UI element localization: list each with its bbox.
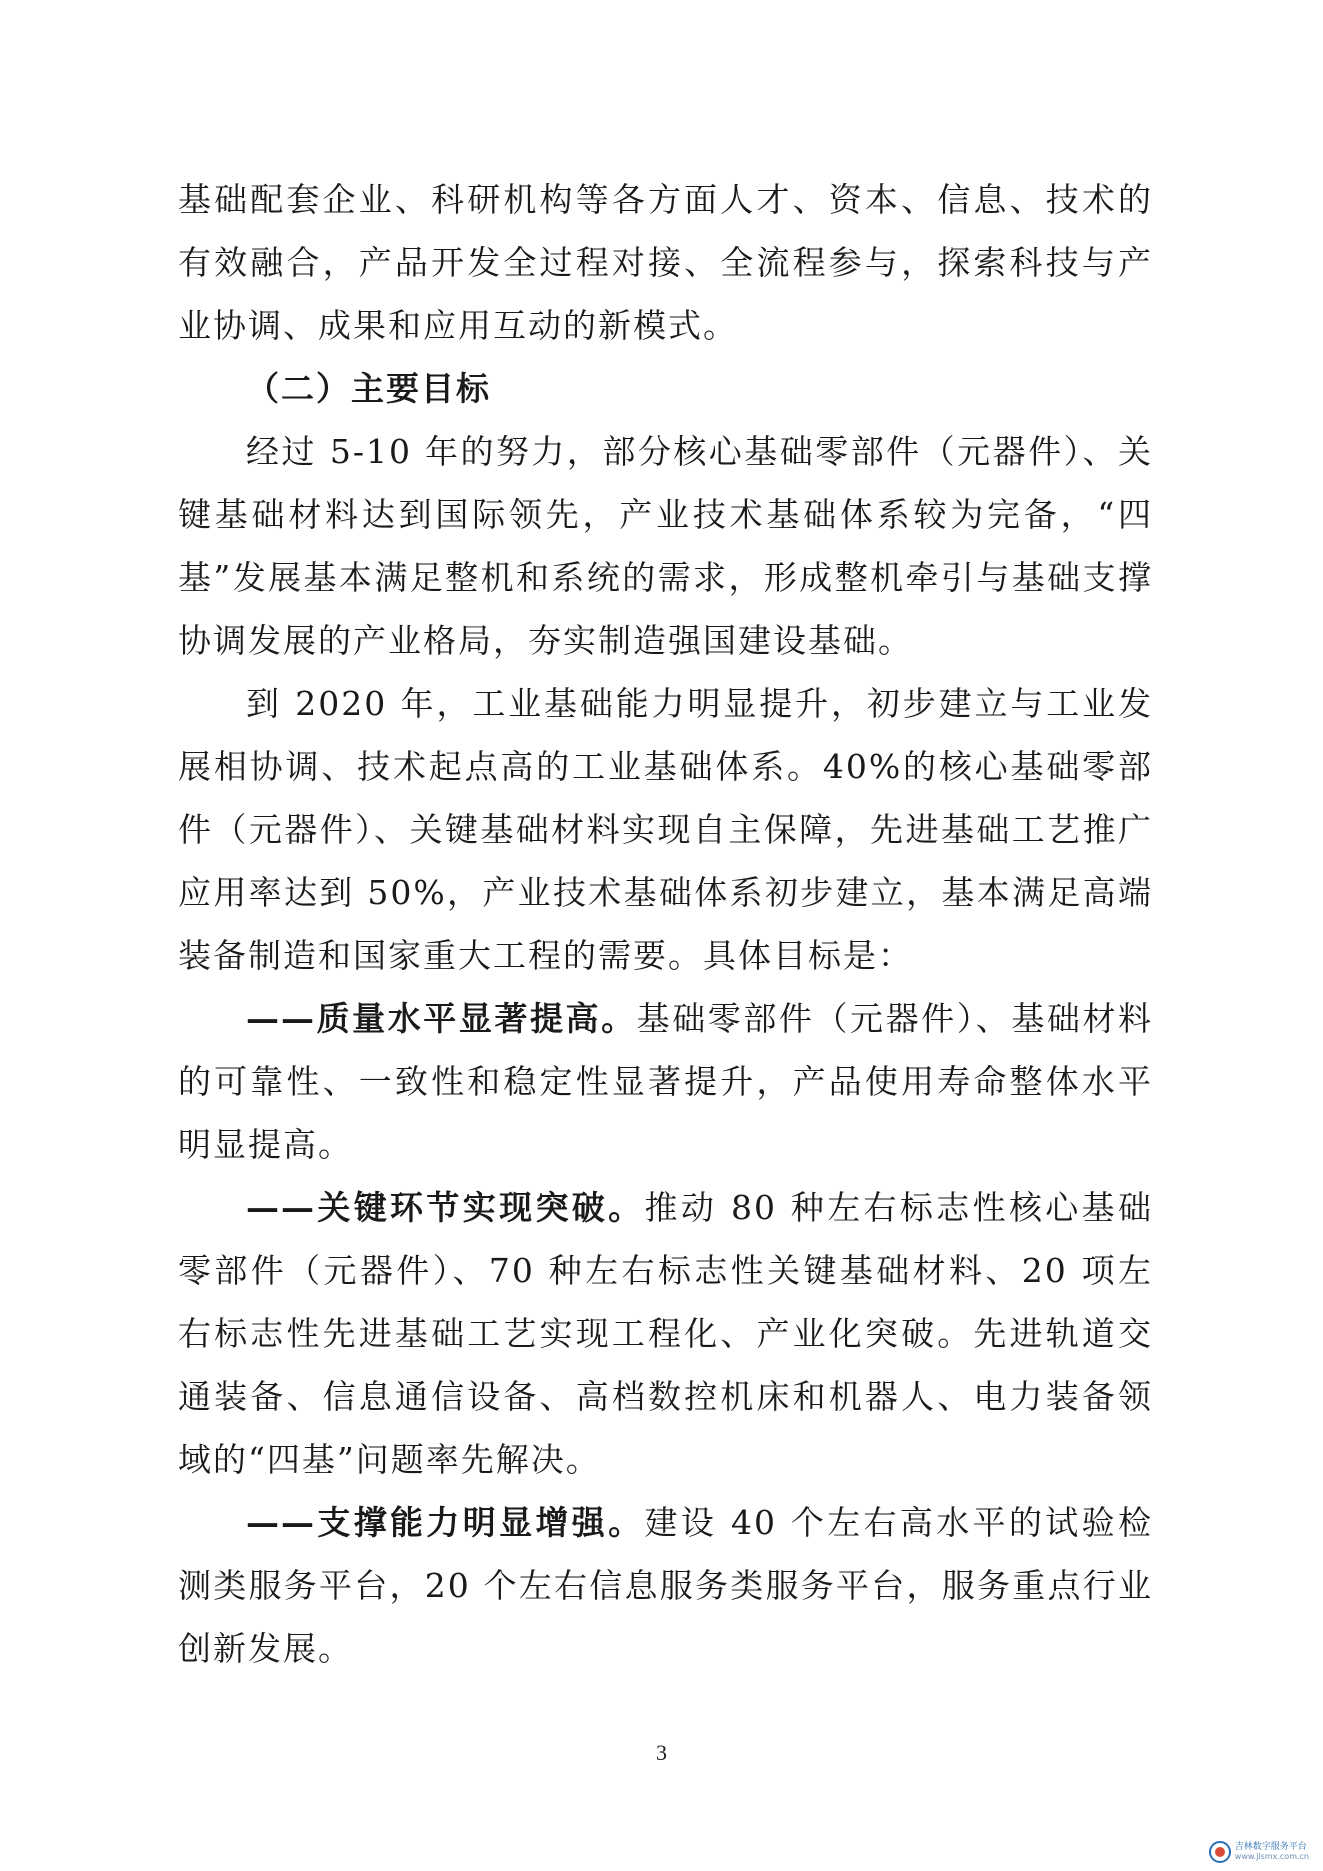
paragraph-continuation: 基础配套企业、科研机构等各方面人才、资本、信息、技术的有效融合，产品开发全过程对接、全流程参与，探索科技与产业协调、成果和应用互动的新模式。: [178, 180, 1153, 345]
paragraph-2020-targets: 到 2020 年，工业基础能力明显提升，初步建立与工业发展相协调、技术起点高的工业基础体系。40%的核心基础零部件（元器件）、关键基础材料实现自主保障，先进基础工艺推广应用率达到 50%，产业技术基础体系初步建立，基本满足高端装备制造和国家重大工程的需要。具体目标是：: [178, 684, 1153, 975]
paragraph-support-goal: [178, 1491, 1153, 1680]
quality-goal-lead: ——质量水平显著提高。: [246, 999, 637, 1038]
breakthrough-goal-body: 推动 80 种左右标志性核心基础零部件（元器件）、70 种左右标志性关键基础材料、20 项左右标志性先进基础工艺实现工程化、产业化突破。先进轨道交通装备、信息通信设备、高档数控机床和机器人、电力装备领域的“四基”问题率先解决。: [178, 1188, 1154, 1479]
paragraph-goals-overview: 经过 5-10 年的努力，部分核心基础零部件（元器件）、关键基础材料达到国际领先，产业技术基础体系较为完备，“四基”发展基本满足整机和系统的需求，形成整机牵引与基础支撑协调发展的产业格局，夯实制造强国建设基础。: [178, 432, 1153, 660]
paragraph-breakthrough-goal: [178, 1176, 1153, 1491]
watermark-name: 吉林数字服务平台: [1234, 1842, 1307, 1852]
watermark: [1209, 1841, 1309, 1863]
page-number: 3: [656, 1740, 667, 1765]
breakthrough-goal-lead: ——关键环节实现突破。: [246, 1188, 645, 1227]
quality-goal-body: 基础零部件（元器件）、基础材料的可靠性、一致性和稳定性显著提升，产品使用寿命整体水平明显提高。: [178, 999, 1153, 1164]
logo-icon: [1209, 1841, 1231, 1863]
support-goal-body: 建设 40 个左右高水平的试验检测类服务平台，20 个左右信息服务类服务平台，服务重点行业创新发展。: [178, 1503, 1154, 1668]
watermark-url: www.jlsmx.com.cn: [1234, 1852, 1309, 1861]
paragraph-quality-goal: [178, 987, 1153, 1176]
support-goal-lead: ——支撑能力明显增强。: [246, 1503, 645, 1542]
section-heading: （二）主要目标: [246, 369, 491, 408]
document-body: [178, 168, 1153, 1680]
watermark-text: [1235, 1842, 1309, 1862]
